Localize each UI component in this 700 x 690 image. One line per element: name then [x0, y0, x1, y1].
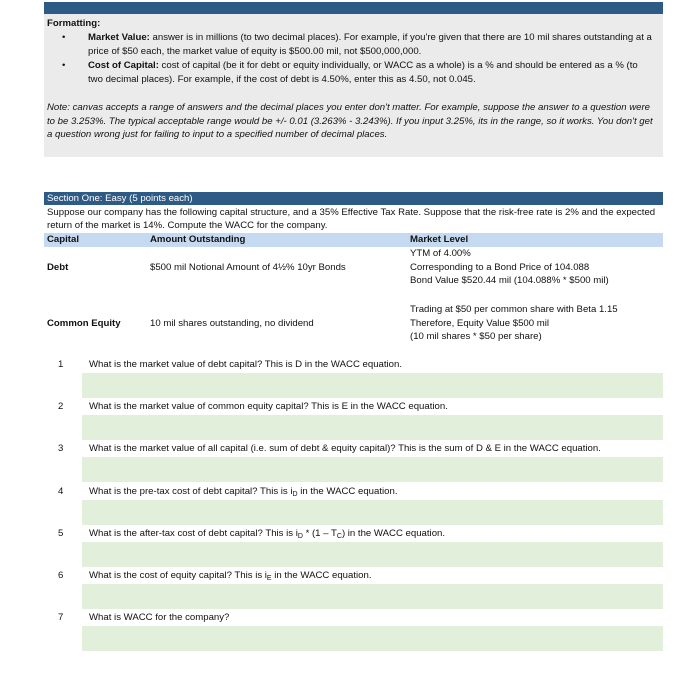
col-market: Market Level	[410, 234, 469, 245]
question-3-number: 3	[58, 443, 64, 454]
question-1-text: What is the market value of debt capital? This is D in the WACC equation.	[89, 359, 403, 370]
question-2-text: What is the market value of common equity capital? This is E in the WACC equation.	[89, 401, 448, 412]
question-6-answer-field[interactable]	[82, 584, 663, 609]
question-4-number: 4	[58, 486, 64, 497]
bullet-label: Market Value:	[88, 32, 150, 43]
question-2-answer-field[interactable]	[82, 415, 663, 440]
question-7-text: What is WACC for the company?	[89, 612, 230, 623]
equity-amount: 10 mil shares outstanding, no dividend	[150, 318, 314, 329]
section-header	[44, 192, 663, 205]
debt-market-line-2: Corresponding to a Bond Price of 104.088	[410, 262, 590, 273]
question-3-answer-field[interactable]	[82, 457, 663, 482]
question-5-number: 5	[58, 528, 64, 539]
question-7-number: 7	[58, 612, 64, 623]
section-header-text: Section One: Easy (5 points each)	[47, 193, 193, 204]
top-header-bar	[44, 2, 663, 14]
formatting-title: Formatting:	[47, 18, 101, 29]
question-3-text: What is the market value of all capital (i.e. sum of debt & equity capital)? This is the sum of D & E in the WACC equation.	[89, 443, 601, 454]
equity-capital-label: Common Equity	[47, 318, 121, 329]
question-6-text: What is the cost of equity capital? This is $i_E$ in the WACC equation.	[89, 570, 372, 582]
equity-market-line-1: Trading at $50 per common share with Beta 1.15	[410, 304, 618, 315]
formatting-box	[44, 14, 663, 157]
bullet-icon: •	[62, 60, 66, 71]
debt-market-line-1: YTM of 4.00%	[410, 248, 471, 259]
question-1-answer-field[interactable]	[82, 373, 663, 398]
section-intro: Suppose our company has the following capital structure, and a 35% Effective Tax Rate. Suppose that the risk-free rate is 2% and the expected return of the market is 14%. Compute the WACC for the company.	[47, 207, 656, 231]
question-5-text: What is the after-tax cost of debt capital? This is $i_D * (1 - T_C)$ in the WACC equation.	[89, 528, 446, 540]
question-5-answer-field[interactable]	[82, 542, 663, 567]
debt-amount: $500 mil Notional Amount of 4½% 10yr Bonds	[150, 262, 346, 273]
bullet-text: cost of capital (be it for debt or equity individually, or WACC as a whole) is a % and should be entered as a % (to two decimal places). For example, if the cost of debt is 4.50%, enter this as 4.50, not 0.045.	[88, 60, 638, 85]
col-capital: Capital	[47, 234, 79, 245]
formatting-note: Note: canvas accepts a range of answers and the decimal places you enter don't matter. For example, suppose the answer to a question were to be 3.253%. The typical acceptable range would be +/- 0.01 (3.263% - 3.243%). If you input 3.25%, its in the range, so it works. You don't get a question wrong just for failing to input to a specified number of decimal places.	[47, 102, 653, 141]
question-7-answer-field[interactable]	[82, 626, 663, 651]
debt-capital-label: Debt	[47, 262, 69, 273]
bullet-label: Cost of Capital:	[88, 60, 159, 71]
bullet-text: answer is in millions (to two decimal places). For example, if you're given that there are 10 mil shares outstanding at a price of $50 each, the market value of equity is $500.00 mil, not $500,000,000.	[88, 32, 652, 57]
question-4-answer-field[interactable]	[82, 500, 663, 525]
equity-market-line-3: (10 mil shares * $50 per share)	[410, 331, 542, 342]
question-2-number: 2	[58, 401, 64, 412]
question-1-number: 1	[58, 359, 64, 370]
col-amount: Amount Outstanding	[150, 234, 246, 245]
question-6-number: 6	[58, 570, 64, 581]
capital-table-header	[44, 233, 663, 247]
debt-market-line-3: Bond Value $520.44 mil (104.088% * $500 mil)	[410, 275, 609, 286]
equity-market-line-2: Therefore, Equity Value $500 mil	[410, 318, 550, 329]
question-4-text: What is the pre-tax cost of debt capital? This is $i_D$ in the WACC equation.	[89, 486, 398, 498]
bullet-icon: •	[62, 32, 66, 43]
